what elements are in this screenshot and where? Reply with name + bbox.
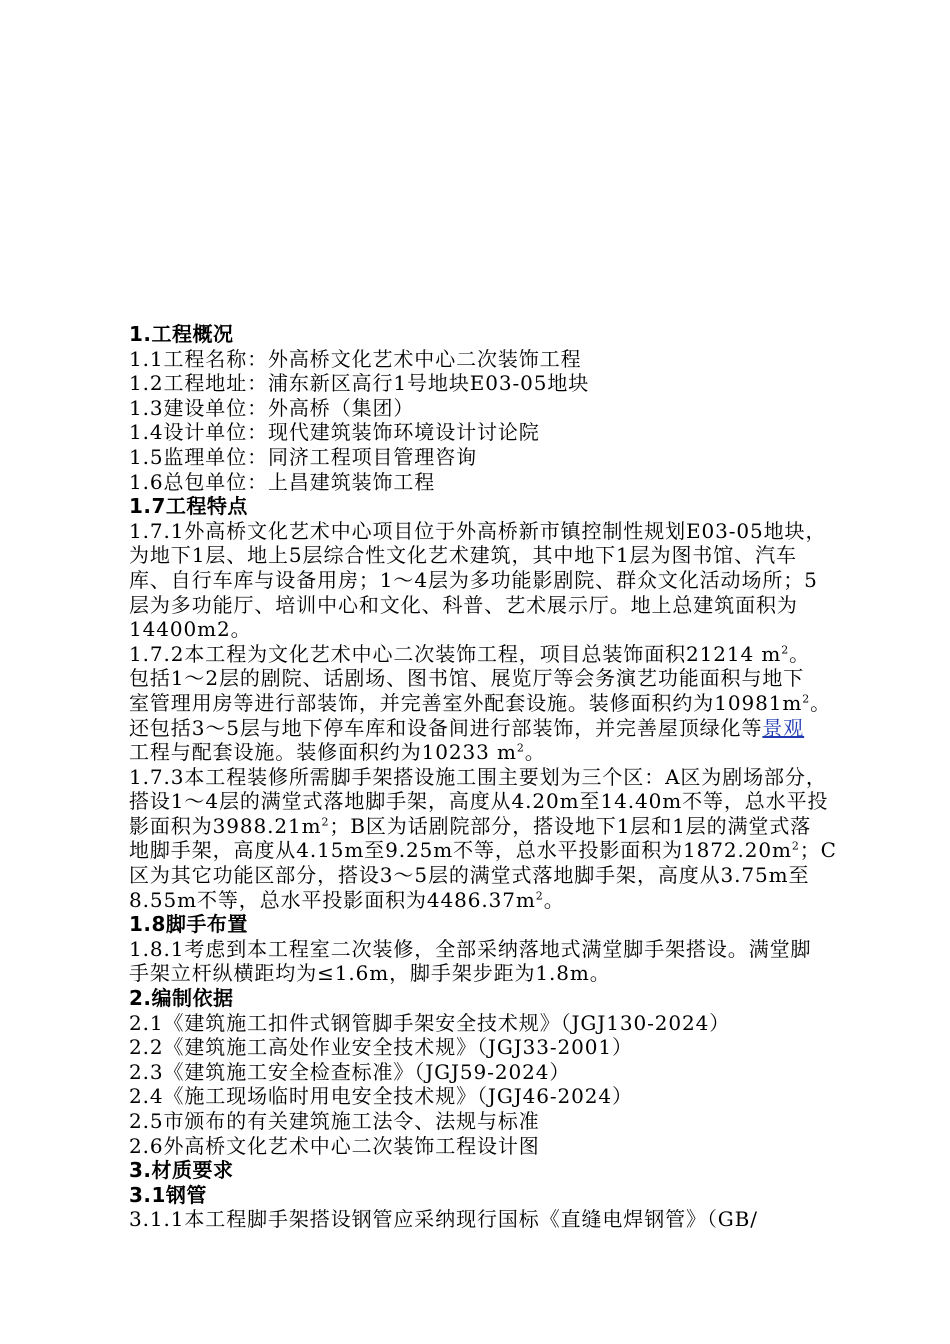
paragraph-3-1-1-line: 3.1.1本工程脚手架搭设钢管应采纳现行国标《直缝电焊钢管》（GB/ (129, 1207, 758, 1232)
general-contractor: 1.6总包单位：上昌建筑装饰工程 (129, 469, 436, 494)
reference-item: 2.4《施工现场临时用电安全技术规》（JGJ46-2024） (129, 1084, 633, 1109)
section-3-1-heading: 3.1钢管 (129, 1182, 207, 1207)
paragraph-1-7-2-line: 室管理用房等进行部装饰，并完善室外配套设施。装修面积约为$10981m^2$。 (129, 690, 831, 715)
paragraph-1-7-3-line: 影面积为$3988.21m^2$；B区为话剧院部分，搭设地下1层和1层的满堂式落 (129, 813, 812, 838)
paragraph-1-7-3-line: 1.7.3本工程装修所需脚手架搭设施工围主要划为三个区：A区为剧场部分， (129, 764, 827, 789)
paragraph-1-7-3-line: 8.55m不等，总水平投影面积为$4486.37m^2$。 (129, 887, 565, 912)
paragraph-1-7-1-line: 1.7.1外高桥文化艺术中心项目位于外高桥新市镇控制性规划E03-05地块， (129, 518, 827, 543)
paragraph-1-7-1-line: 为地下1层、地上5层综合性文化艺术建筑，其中地下1层为图书馆、汽车 (129, 543, 797, 568)
section-1-8-heading: 1.8脚手布置 (129, 912, 248, 937)
paragraph-1-7-3-line: 搭设1～4层的满堂式落地脚手架，高度从4.20m至14.40m不等，总水平投 (129, 789, 829, 814)
paragraph-1-7-2-line: 工程与配套设施。装修面积约为10233 $m^2$。 (129, 740, 546, 765)
reference-item: 2.6外高桥文化艺术中心二次装饰工程设计图 (129, 1133, 540, 1158)
paragraph-1-7-2-line: 还包括3～5层与地下停车库和设备间进行部装饰，并完善屋顶绿化等景观 (129, 715, 805, 740)
construction-unit: 1.3建设单位：外高桥（集团） (129, 395, 415, 420)
section-1-heading: 1.工程概况 (129, 322, 234, 346)
paragraph-1-7-1-line: 14400m2。 (129, 617, 252, 642)
supervision-unit: 1.5监理单位：同济工程项目管理咨询 (129, 444, 478, 469)
section-3-heading: 3.材质要求 (129, 1158, 234, 1183)
paragraph-1-7-2-line: 包括1～2层的剧院、话剧场、图书馆、展览厅等会务演艺功能面积与地下 (129, 666, 805, 691)
paragraph-1-8-1-line: 1.8.1考虑到本工程室二次装修，全部采纳落地式满堂脚手架搭设。满堂脚 (129, 936, 812, 961)
reference-item: 2.3《建筑施工安全检查标准》（JGJ59-2024） (129, 1059, 571, 1084)
paragraph-1-7-1-line: 层为多功能厅、培训中心和文化、科普、艺术展示厅。地上总建筑面积为 (129, 592, 798, 617)
paragraph-1-8-1-line: 手架立杆纵横距均为≤1.6m，脚手架步距为1.8m。 (129, 961, 611, 986)
paragraph-1-7-3-line: 地脚手架，高度从4.15m至9.25m不等，总水平投影面积为$1872.20m^2$；C (129, 838, 837, 863)
section-2-heading: 2.编制依据 (129, 986, 234, 1011)
project-name: 1.1工程名称：外高桥文化艺术中心二次装饰工程 (129, 346, 582, 371)
paragraph-1-7-2-line: 1.7.2本工程为文化艺术中心二次装饰工程，项目总装饰面积21214 $m^2$。 (129, 641, 811, 666)
reference-item: 2.1《建筑施工扣件式钢管脚手架安全技术规》（JGJ130-2024） (129, 1010, 731, 1035)
document-body (129, 322, 864, 1232)
landscape-link[interactable]: 景观 (762, 715, 805, 740)
paragraph-1-7-3-line: 区为其它功能区部分，搭设3～5层的满堂式落地脚手架，高度从3.75m至 (129, 863, 810, 888)
project-address: 1.2工程地址：浦东新区高行1号地块E03-05地块 (129, 371, 590, 396)
design-unit: 1.4设计单位：现代建筑装饰环境设计讨论院 (129, 420, 540, 445)
section-1-7-heading: 1.7工程特点 (129, 494, 248, 519)
paragraph-1-7-1-line: 库、自行车库与设备用房；1～4层为多功能影剧院、群众文化活动场所；5 (129, 567, 818, 592)
reference-item: 2.5市颁布的有关建筑施工法令、法规与标准 (129, 1109, 540, 1133)
reference-item: 2.2《建筑施工高处作业安全技术规》（JGJ33-2001） (129, 1035, 633, 1060)
